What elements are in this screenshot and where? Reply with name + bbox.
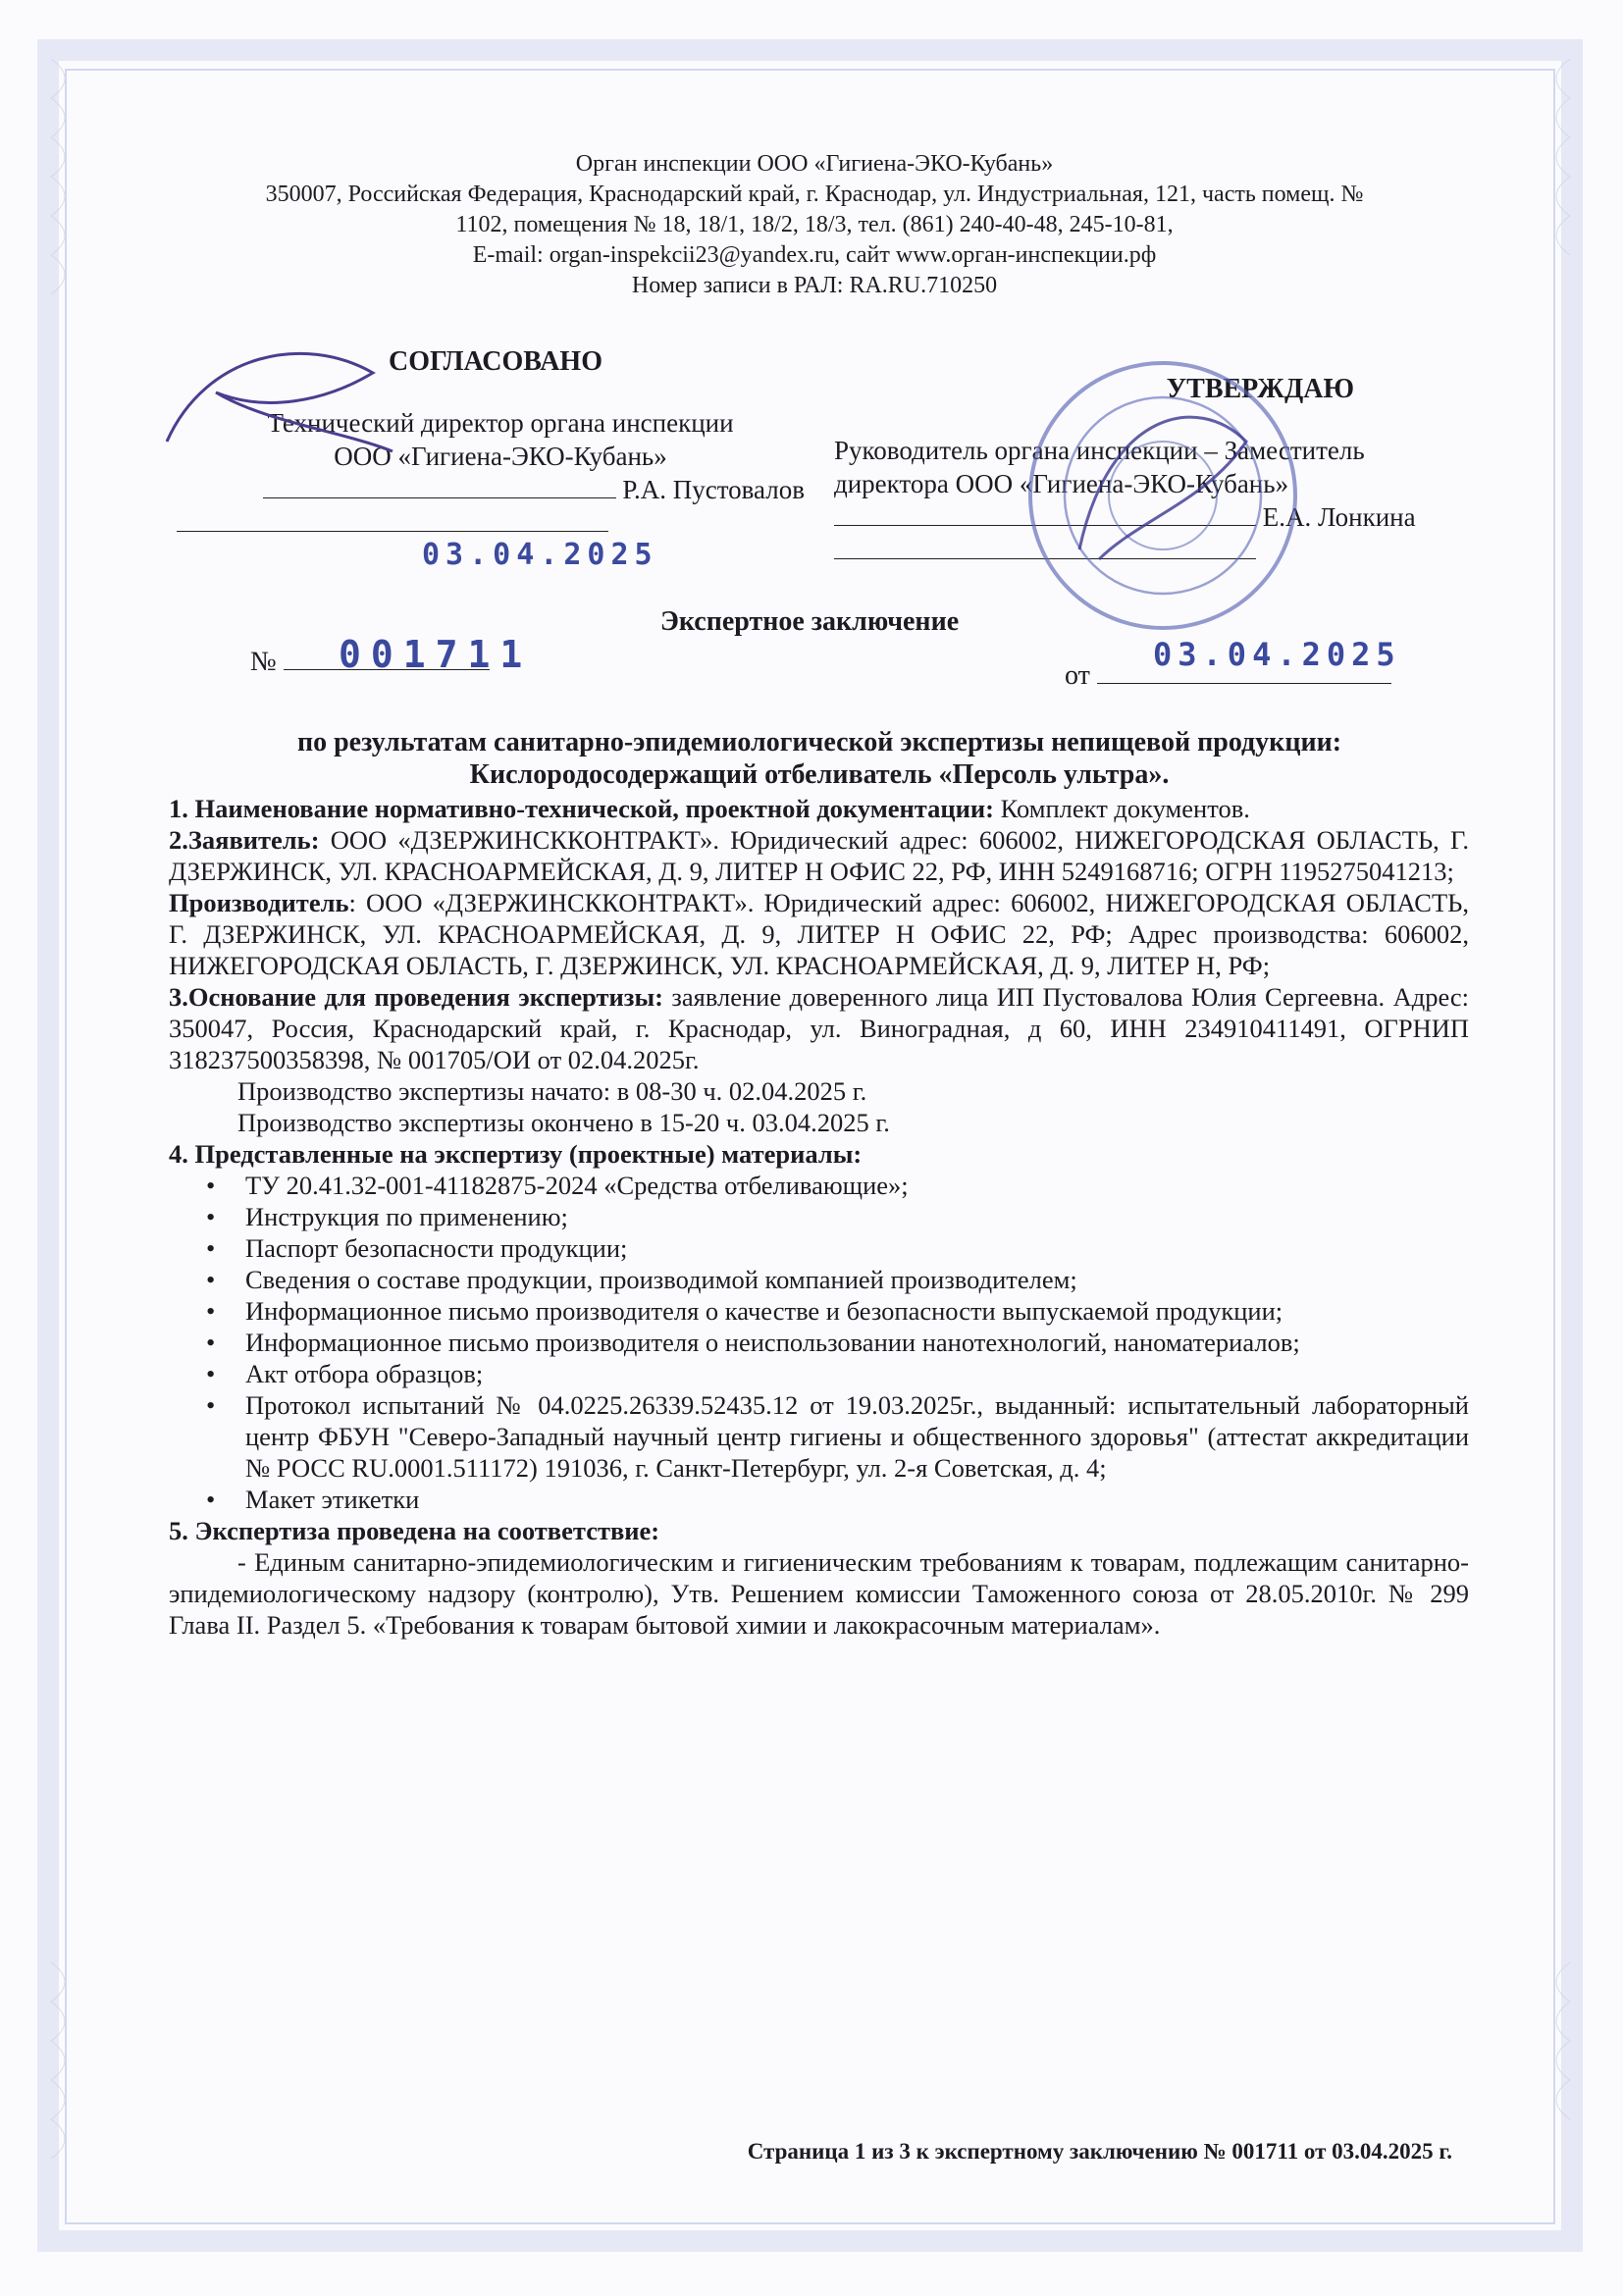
conclusion-subtitle (157, 726, 1482, 791)
section-1-text: Комплект документов. (994, 794, 1250, 823)
section-3-label: 3.Основание для проведения экспертизы: (169, 982, 663, 1012)
approval-right-position-2: директора ООО «Гигиена-ЭКО-Кубань» (834, 469, 1289, 498)
list-item: • Акт отбора образцов; (206, 1359, 484, 1388)
section-5-label: 5. Экспертиза проведена на соответствие: (169, 1516, 660, 1545)
section-5-text: - Единым санитарно-эпидемиологическим и гигиеническим требованиям к товарам, подлежащим санитарно-эпидемиологическому надзору (контролю), Утв. Решением комиссии Таможенного союза от 28.05.2010г. № 299 Глава II. Раздел 5. «Требования к товарам бытовой химии и лакокрасочным материалам». (169, 1547, 1469, 1640)
expertise-end: Производство экспертизы окончено в 15-20 ч. 03.04.2025 г. (237, 1108, 890, 1137)
document-body (169, 793, 1469, 1641)
section-4-label: 4. Представленные на экспертизу (проектные) материалы: (169, 1139, 863, 1169)
subtitle-line-2: Кислородосодержащий отбеливатель «Персоль ультра». (469, 759, 1170, 790)
approval-left-date-line (177, 531, 608, 532)
approval-left-position-2: ООО «Гигиена-ЭКО-Кубань» (334, 442, 667, 471)
section-2 (169, 824, 1469, 887)
header-line-5: Номер записи в РАЛ: RA.RU.710250 (631, 273, 998, 298)
page-footer: Страница 1 из 3 к экспертному заключению № 001711 от 03.04.2025 г. (747, 2139, 1452, 2164)
approval-right-heading: УТВЕРЖДАЮ (1166, 374, 1354, 404)
list-item: • Информационное письмо производителя о неиспользовании нанотехнологий, наноматериалов; (206, 1328, 1300, 1357)
materials-list (169, 1170, 1469, 1515)
list-item: • Инструкция по применению; (206, 1202, 568, 1231)
section-3 (169, 981, 1469, 1075)
approval-left-signature (147, 334, 402, 471)
expertise-start: Производство экспертизы начато: в 08-30 ч. 02.04.2025 г. (237, 1076, 867, 1106)
section-2-text: ООО «ДЗЕРЖИНСККОНТРАКТ». Юридический адрес: 606002, НИЖЕГОРОДСКАЯ ОБЛАСТЬ, Г. ДЗЕРЖИНСК, УЛ. КРАСНОАРМЕЙСКАЯ, Д. 9, ЛИТЕР Н ОФИС 22, РФ, ИНН 5249168716; ОГРН 1195275041213; (169, 825, 1469, 886)
bullet-icon: • (206, 1265, 216, 1294)
approval-left-date-stamp: 03.04.2025 (422, 538, 658, 572)
header-line-2: 350007, Российская Федерация, Краснодарский край, г. Краснодар, ул. Индустриальная, 121, часть помещ. № (265, 182, 1364, 207)
approval-left-name: Р.А. Пустовалов (622, 475, 805, 504)
approval-left-heading: СОГЛАСОВАНО (389, 346, 602, 377)
organization-seal (1021, 353, 1305, 638)
section-2-manufacturer (169, 887, 1469, 981)
list-item: • Информационное письмо производителя о качестве и безопасности выпускаемой продукции; (206, 1296, 1283, 1326)
list-item: • Паспорт безопасности продукции; (206, 1233, 628, 1263)
bullet-icon: • (206, 1328, 216, 1357)
list-item: • Протокол испытаний № 04.0225.26339.52435.12 от 19.03.2025г., выданный: испытательный лабораторный центр ФБУН "Северо-Западный научный центр гигиены и общественного здоровья" (аттестат аккредитации № РОСС RU.0001.511172) 191036, г. Санкт-Петербург, ул. 2-я Советская, д. 4; (206, 1390, 1469, 1483)
conclusion-title: Экспертное заключение (659, 606, 960, 637)
approval-left-position-1: Технический директор органа инспекции (267, 408, 734, 438)
bullet-icon: • (206, 1390, 216, 1420)
manufacturer-label: Производитель (169, 888, 349, 917)
manufacturer-text: : ООО «ДЗЕРЖИНСККОНТРАКТ». Юридический адрес: 606002, НИЖЕГОРОДСКАЯ ОБЛАСТЬ, Г. ДЗЕРЖИНСК, УЛ. КРАСНОАРМЕЙСКАЯ, Д. 9, ЛИТЕР Н ОФИС 22, РФ; Адрес производства: 606002, НИЖЕГОРОДСКАЯ ОБЛАСТЬ, Г. ДЗЕРЖИНСК, УЛ. КРАСНОАРМЕЙСКАЯ, Д. 9, ЛИТЕР Н, РФ; (169, 888, 1469, 980)
list-item: • ТУ 20.41.32-001-41182875-2024 «Средства отбеливающие»; (206, 1171, 909, 1200)
bullet-icon: • (206, 1296, 216, 1326)
section-1 (169, 793, 1469, 824)
date-label: от (1065, 660, 1090, 691)
approval-left-signature-line (263, 497, 616, 498)
section-3-text: заявление доверенного лица ИП Пустовалова Юлия Сергеевна. Адрес: 350047, Россия, Краснодарский край, г. Краснодар, ул. Виноградная, д 60, ИНН 234910411491, ОГРНИП 318237500358398, № 001705/ОИ от 02.04.2025г. (169, 982, 1469, 1074)
bullet-icon: • (206, 1171, 216, 1200)
header-line-4: E-mail: organ-inspekcii23@yandex.ru, сайт www.орган-инспекции.рф (472, 242, 1157, 268)
approval-right-name: Е.А. Лонкина (1262, 502, 1416, 532)
approval-right-position-1: Руководитель органа инспекции – Заместитель (834, 436, 1365, 465)
list-item: • Макет этикетки (206, 1485, 420, 1514)
list-item: • Сведения о составе продукции, производимой компанией производителем; (206, 1265, 1077, 1294)
conclusion-number-stamp: 001711 (339, 633, 533, 676)
section-2-label: 2.Заявитель: (169, 825, 320, 855)
header-line-1: Орган инспекции ООО «Гигиена-ЭКО-Кубань» (575, 151, 1054, 177)
number-label: № (250, 647, 277, 677)
bullet-icon: • (206, 1485, 216, 1514)
bullet-icon: • (206, 1233, 216, 1263)
bullet-icon: • (206, 1202, 216, 1231)
subtitle-line-1: по результатам санитарно-эпидемиологической экспертизы непищевой продукции: (296, 727, 1342, 757)
approval-right-date-stamp: 03.04.2025 (1153, 636, 1401, 673)
bullet-icon: • (206, 1359, 216, 1388)
header-line-3: 1102, помещения № 18, 18/1, 18/2, 18/3, тел. (861) 240-40-48, 245-10-81, (455, 212, 1174, 237)
section-1-label: 1. Наименование нормативно-технической, проектной документации: (169, 794, 994, 823)
organization-header (177, 149, 1452, 301)
